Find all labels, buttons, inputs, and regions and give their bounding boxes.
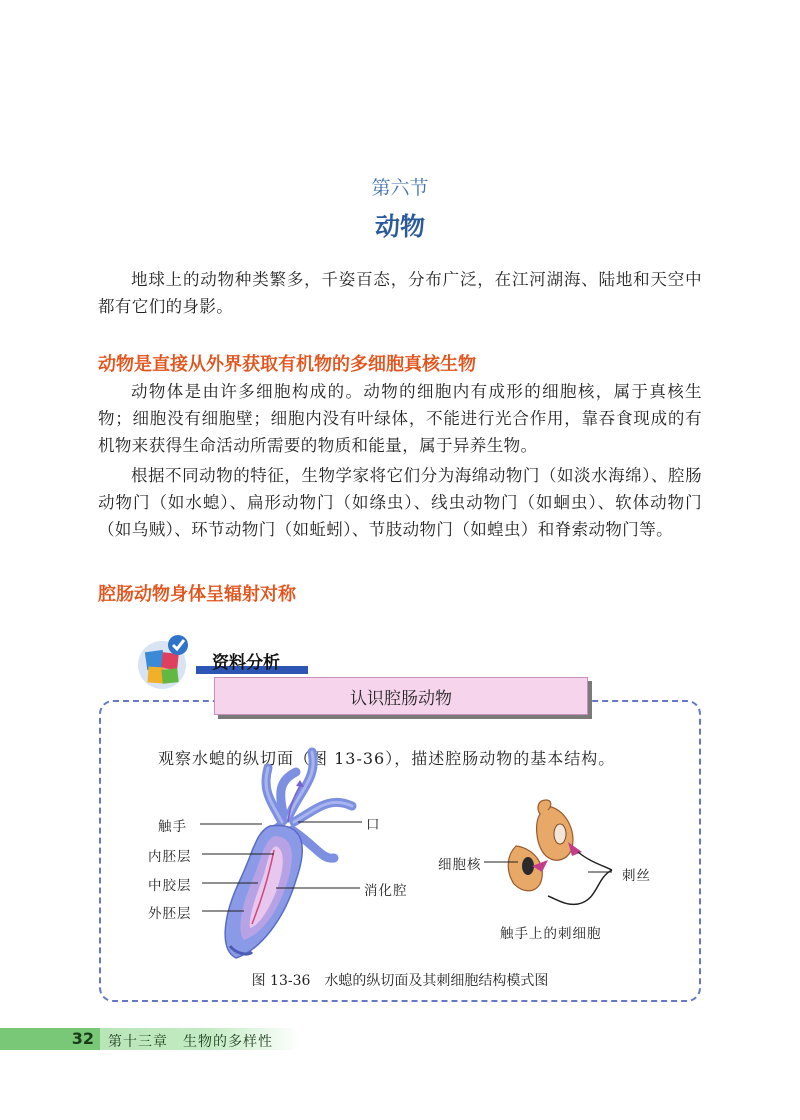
paragraph-animal-cells: 动物体是由许多细胞构成的。动物的细胞内有成形的细胞核，属于真核生物；细胞没有细胞壁；细胞内没有叶绿体，不能进行光合作用，靠吞食现成的有机物来获得生命活动所需要的物质和能量，属于异养生物。	[98, 382, 702, 455]
chapter-title: 第十三章 生物的多样性	[108, 1034, 273, 1050]
label-cnidocyte: 触手上的刺细胞	[500, 926, 602, 942]
label-endoderm: 内胚层	[148, 849, 192, 865]
figure-caption: 图 13-36 水螅的纵切面及其刺细胞结构模式图	[251, 973, 549, 989]
section-title: 动物	[374, 212, 425, 241]
label-digestive-cavity: 消化腔	[364, 883, 408, 899]
label-mesoglea: 中胶层	[148, 878, 192, 894]
intro-paragraph: 地球上的动物种类繁多，千姿百态，分布广泛，在江河湖海、陆地和天空中都有它们的身影。	[98, 270, 702, 316]
heading-animals-definition: 动物是直接从外界获取有机物的多细胞真核生物	[98, 354, 476, 375]
paragraph-animal-phyla: 根据不同动物的特征，生物学家将它们分为海绵动物门（如淡水海绵）、腔肠动物门（如水螅）、扁形动物门（如绦虫）、线虫动物门（如蛔虫）、软体动物门（如乌贼）、环节动物门（如蚯蚓）、节肢动物门（如蝗虫）和脊索动物门等。	[98, 466, 702, 539]
section-number: 第六节	[371, 177, 429, 199]
label-nucleus: 细胞核	[438, 857, 482, 873]
page-number: 32	[0, 1028, 100, 1050]
activity-banner: 认识腔肠动物	[214, 677, 588, 715]
activity-tag: 资料分析	[212, 653, 280, 673]
label-mouth: 口	[366, 817, 381, 833]
label-ectoderm: 外胚层	[148, 906, 192, 922]
heading-coelenterates: 腔肠动物身体呈辐射对称	[98, 584, 296, 605]
label-tentacle: 触手	[158, 819, 187, 835]
activity-prompt: 观察水螅的纵切面（图 13-36），描述腔肠动物的基本结构。	[158, 749, 616, 768]
label-stinging-thread: 刺丝	[622, 868, 651, 884]
